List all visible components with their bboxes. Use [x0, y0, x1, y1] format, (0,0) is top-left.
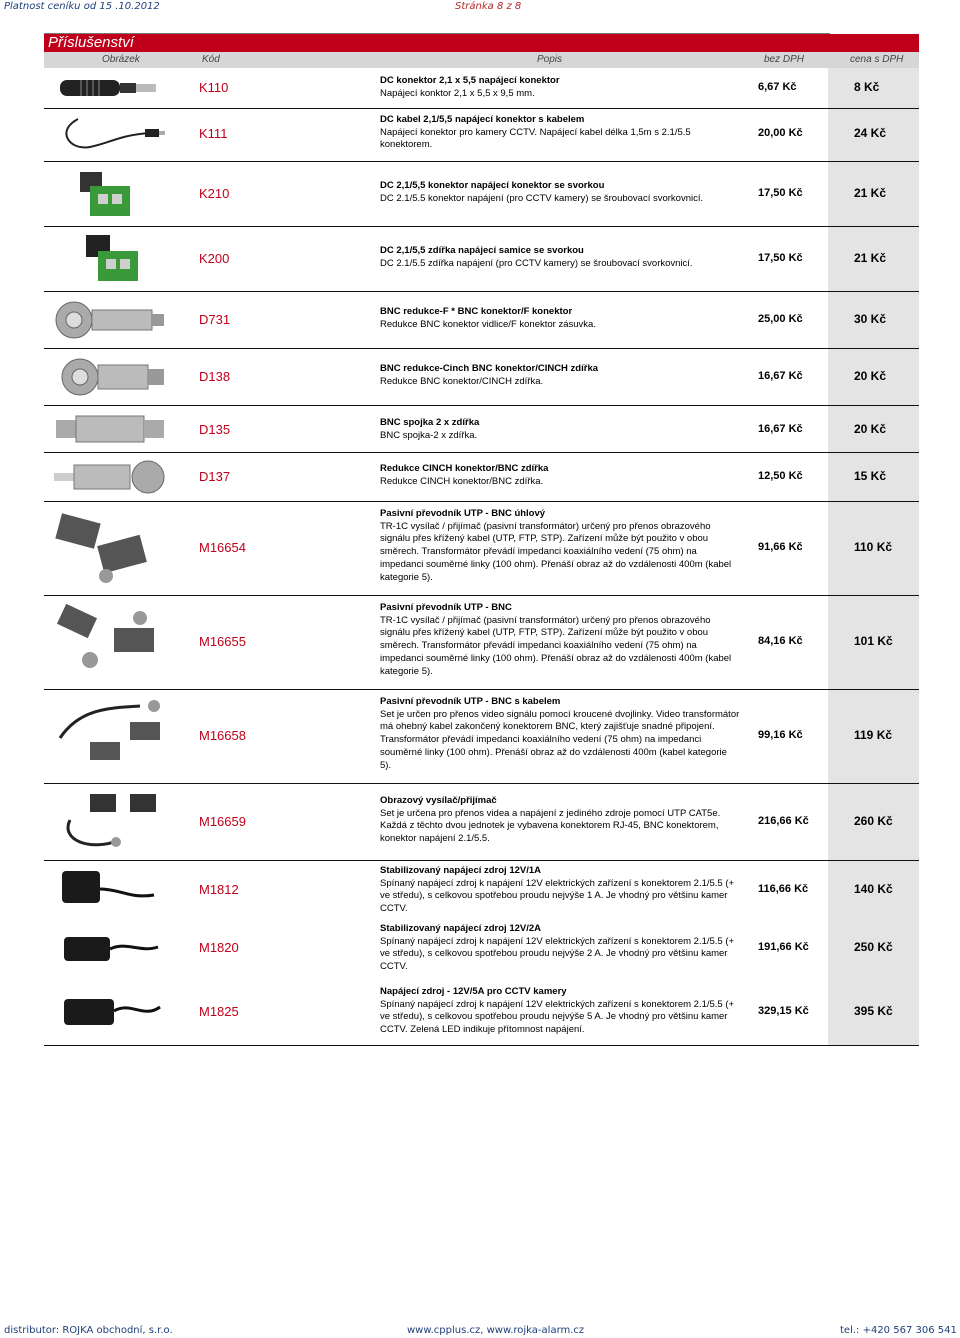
dc-cable-image: [50, 111, 170, 159]
price-gross: 101 Kč: [854, 634, 893, 648]
product-title: DC konektor 2,1 x 5,5 napájecí konektor: [380, 75, 560, 86]
price-gross: 140 Kč: [854, 882, 893, 896]
product-code: D137: [199, 469, 231, 484]
table-row: [44, 784, 919, 861]
table-row: [44, 690, 919, 784]
table-row: [44, 502, 919, 596]
price-net: 12,50 Kč: [758, 470, 803, 482]
product-title: Pasivní převodník UTP - BNC: [380, 602, 512, 613]
section-title: Příslušenství: [48, 34, 134, 51]
product-title: BNC redukce-Cinch BNC konektor/CINCH zdířka: [380, 363, 599, 374]
product-title: Redukce CINCH konektor/BNC zdířka: [380, 463, 549, 474]
product-text: Set je určen pro přenos video signálu pomocí kroucené dvojlinky. Video transformátor má ohebný kabel zakončený konektorem BNC, který zajišťuje snadné připojení. Transformátor převádí impedanci koaxiálního vedení (75 ohm) na impedanci souměrné linky (100 ohm). Přenáší obraz až do vzdálenosti 400m (kabel kategorie 5).: [380, 708, 740, 771]
section-bar: [44, 34, 919, 52]
table-row: [44, 162, 919, 227]
power-supply-2a-image: [50, 923, 170, 973]
product-desc: [380, 180, 740, 205]
video-transceiver-image: [50, 790, 170, 854]
price-net: 17,50 Kč: [758, 252, 803, 264]
dc-terminal-socket-image: [50, 231, 170, 287]
price-gross: 250 Kč: [854, 940, 893, 954]
product-desc: [380, 463, 740, 488]
price-gross: 30 Kč: [854, 312, 887, 326]
product-code: K111: [199, 126, 228, 141]
bnc-coupler-image: [50, 410, 170, 448]
table-row: [44, 453, 919, 502]
product-code: M16655: [199, 634, 246, 649]
product-text: Spínaný napájecí zdroj k napájení 12V elektrických zařízení s konektorem 2.1/5.5 (+ ve středu), s celkovou spotřebou proudu nejvýše 2 A. Je vhodný pro většinu kamer CCTV.: [380, 935, 735, 973]
price-net: 91,66 Kč: [758, 541, 803, 553]
price-gross: 20 Kč: [854, 422, 887, 436]
product-title: Stabilizovaný napájecí zdroj 12V/1A: [380, 865, 542, 876]
price-net: 191,66 Kč: [758, 941, 809, 953]
product-title: BNC redukce-F * BNC konektor/F konektor: [380, 306, 573, 317]
product-code: M1820: [199, 940, 239, 955]
product-code: K210: [199, 186, 230, 201]
table-row: [44, 979, 919, 1046]
product-text: Spínaný napájecí zdroj k napájení 12V elektrických zařízení s konektorem 2.1/5.5 (+ ve středu), s celkovou spotřebou proudu nejvýše 1 A. Je vhodný pro většinu kamer CCTV.: [380, 877, 735, 915]
col-gross: cena s DPH: [850, 54, 904, 65]
product-code: M16659: [199, 814, 246, 829]
product-title: DC 2,1/5,5 konektor napájecí konektor se svorkou: [380, 180, 605, 191]
product-desc: [380, 865, 740, 916]
product-title: DC 2,1/5,5 zdířka napájecí samice se svorkou: [380, 245, 584, 256]
product-code: M1825: [199, 1004, 239, 1019]
product-desc: [380, 363, 740, 388]
price-gross: 119 Kč: [854, 728, 893, 742]
col-net: bez DPH: [764, 54, 805, 65]
product-text: BNC spojka-2 x zdířka.: [380, 429, 478, 441]
price-net: 16,67 Kč: [758, 423, 803, 435]
product-desc: [380, 417, 740, 442]
price-net: 6,67 Kč: [758, 81, 797, 93]
power-supply-5a-image: [50, 985, 170, 1037]
validity-note: Platnost ceníku od 15 .10.2012: [4, 1, 160, 12]
bnc-f-adapter-image: [50, 296, 170, 344]
utp-balun-cable-image: [50, 698, 170, 776]
product-title: Napájecí zdroj - 12V/5A pro CCTV kamery: [380, 986, 567, 997]
product-text: Napájecí konektor pro kamery CCTV. Napájecí kabel délka 1,5m s 2.1/5.5 konektorem.: [380, 126, 691, 151]
col-code: Kód: [202, 54, 220, 65]
price-net: 16,67 Kč: [758, 370, 803, 382]
product-code: M16658: [199, 728, 246, 743]
price-gross: 110 Kč: [854, 540, 893, 554]
product-title: DC kabel 2,1/5,5 napájecí konektor s kabelem: [380, 114, 585, 125]
cinch-bnc-adapter-image: [50, 457, 170, 497]
price-gross: 260 Kč: [854, 814, 893, 828]
table-row: [44, 406, 919, 453]
product-desc: [380, 795, 740, 846]
product-desc: [380, 986, 740, 1037]
price-gross: 15 Kč: [854, 469, 887, 483]
price-net: 17,50 Kč: [758, 187, 803, 199]
product-desc: [380, 508, 740, 584]
product-text: TR-1C vysílač / přijímač (pasivní transformátor) určený pro přenos obrazového signálu přes křížený kabel (UTP, FTP, STP). Zařízení může být použito v obou směrech. Transformátor převádí impedanci koaxiálního vedení (75 ohm) na impedanci souměrné linky (100 ohm). Přenáší obraz až do vzdálenosti 400m (kabel kategorie 5).: [380, 520, 732, 583]
product-code: M16654: [199, 540, 246, 555]
price-net: 216,66 Kč: [758, 815, 809, 827]
product-text: DC 2.1/5.5 konektor napájení (pro CCTV kamery) se šroubovací svorkovnicí.: [380, 192, 704, 204]
bnc-cinch-adapter-image: [50, 353, 170, 401]
price-net: 116,66 Kč: [758, 883, 809, 895]
footer-phone: tel.: +420 567 306 541: [840, 1325, 957, 1336]
price-net: 25,00 Kč: [758, 313, 803, 325]
product-title: Stabilizovaný napájecí zdroj 12V/2A: [380, 923, 542, 934]
product-text: Napájecí konktor 2,1 x 5,5 x 9,5 mm.: [380, 87, 535, 99]
product-code: D138: [199, 369, 231, 384]
product-text: TR-1C vysílač / přijímač (pasivní transformátor) určený pro přenos obrazového signálu přes křížený kabel (UTP, FTP, STP). Zařízení může být použito v obou směrech. Transformátor převádí impedanci koaxiálního vedení (75 ohm) na impedanci souměrné linky (100 ohm). Přenáší obraz až do vzdálenosti 400m (kabel kategorie 5).: [380, 614, 732, 677]
dc-terminal-plug-image: [50, 166, 170, 222]
table-row: [44, 109, 919, 162]
product-desc: [380, 696, 740, 772]
product-text: Set je určena pro přenos videa a napájení z jediného zdroje pomocí UTP CAT5e. Každá z těchto dvou jednotek je vybavena konektorem RJ-45, BNC konektorem, konektor napájení 2.1/5.5.: [380, 807, 721, 845]
price-net: 99,16 Kč: [758, 729, 803, 741]
product-text: Spínaný napájecí zdroj k napájení 12V elektrických zařízení s konektorem 2.1/5.5 (+ ve středu), s celkovou spotřebou proudu nejvýše 5 A. Je vhodný pro většinu kamer CCTV. Zelená LED indikuje přítomnost napájení.: [380, 998, 735, 1036]
product-code: K200: [199, 251, 230, 266]
product-text: DC 2.1/5.5 zdířka napájení (pro CCTV kamery) se šroubovací svorkovnicí.: [380, 257, 693, 269]
product-desc: [380, 114, 740, 152]
product-desc: [380, 602, 740, 678]
product-desc: [380, 75, 740, 100]
table-row: [44, 919, 919, 979]
product-code: K110: [199, 80, 229, 95]
col-desc: Popis: [537, 54, 563, 65]
price-gross: 8 Kč: [854, 80, 880, 94]
column-header: [44, 52, 919, 68]
product-code: D135: [199, 422, 231, 437]
product-desc: [380, 923, 740, 974]
footer-distributor: distributor: ROJKA obchodní, s.r.o.: [4, 1325, 173, 1336]
table-row: [44, 292, 919, 349]
product-code: D731: [199, 312, 231, 327]
price-net: 329,15 Kč: [758, 1005, 809, 1017]
product-text: Redukce BNC konektor vidlice/F konektor zásuvka.: [380, 318, 596, 330]
table-row: [44, 861, 919, 919]
utp-balun-angle-image: [50, 510, 170, 588]
price-gross: 24 Kč: [854, 126, 887, 140]
product-code: M1812: [199, 882, 239, 897]
table-row: [44, 349, 919, 406]
product-title: BNC spojka 2 x zdířka: [380, 417, 480, 428]
table-row: [44, 227, 919, 292]
price-gross: 21 Kč: [854, 186, 887, 200]
table-row: [44, 68, 919, 109]
price-net: 84,16 Kč: [758, 635, 803, 647]
product-title: Pasivní převodník UTP - BNC úhlový: [380, 508, 546, 519]
price-gross: 21 Kč: [854, 251, 887, 265]
page-number: Stránka 8 z 8: [455, 1, 522, 12]
price-gross: 395 Kč: [854, 1004, 893, 1018]
product-title: Obrazový vysílač/přijímač: [380, 795, 497, 806]
product-desc: [380, 306, 740, 331]
product-text: Redukce CINCH konektor/BNC zdířka.: [380, 475, 544, 487]
dc-plug-image: [50, 72, 170, 104]
product-title: Pasivní převodník UTP - BNC s kabelem: [380, 696, 561, 707]
price-gross: 20 Kč: [854, 369, 887, 383]
utp-balun-image: [50, 604, 170, 682]
table-row: [44, 596, 919, 690]
product-desc: [380, 245, 740, 270]
product-text: Redukce BNC konektor/CINCH zdířka.: [380, 375, 544, 387]
footer-web[interactable]: www.cpplus.cz, www.rojka-alarm.cz: [407, 1325, 585, 1336]
power-supply-1a-image: [50, 865, 170, 913]
price-net: 20,00 Kč: [758, 127, 803, 139]
col-image: Obrázek: [102, 54, 140, 65]
